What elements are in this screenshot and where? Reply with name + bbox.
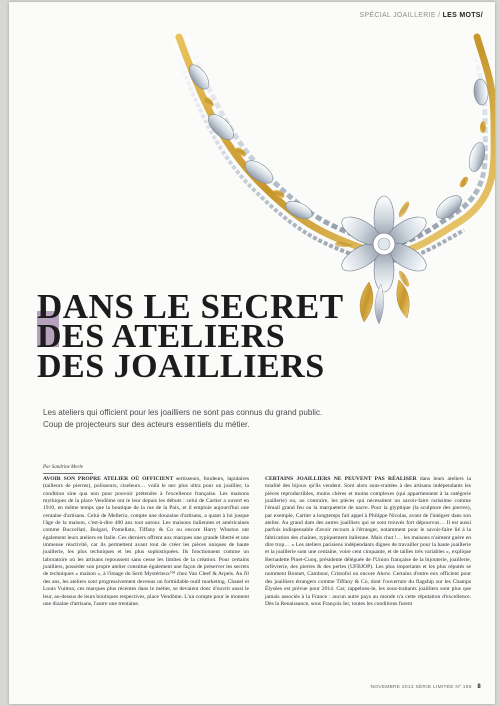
article-lede: Les ateliers qui officient pour les joailliers ne sont pas connus du grand public. Coup de projecteurs sur des acteurs essentiels du métier. [43,408,323,429]
rubric-section: SPÉCIAL JOAILLERIE [359,12,436,19]
byline-rule [43,473,93,474]
text-column-1 [43,476,249,608]
rubric-separator: / [438,12,441,19]
paragraph-body: dans leurs ateliers la totalité des bijoux qu'ils vendent. Sont alors sous-traitées à des artisans indépendants les pièces reproductibles, moins chères et moins complexes (qui appartiennent à la catégorie joaillerie) ou, au contraire, les pièces qui nécessitent un savoir-faire rarissime comme l'émail grand feu ou la marqueterie de nacre. Pour la glyptique (la sculpture des pierres), par exemple, Cartier a longtemps fait appel à Philippe Nicolas, avant de l'intégrer dans son atelier. Au grand dam des autres joailliers qui se sont trouvés fort dépourvus… Il est aussi parfois indispensable d'avoir recours à l'étranger, notamment pour le savoir-faire lié à la fabrication des chaînes, typiquement italienne. Mais chut !… les maisons n'aiment guère en dire trop… « Les ateliers parisiens indépendants dignes de travailler pour la haute joaillerie et la joaillerie sont une centaine, voire cent cinquante, et de tailles très variables », explique Bernadette Pinet-Cuoq, présidente déléguée de l'Union française de la bijouterie, joaillerie, orfèvrerie, des pierres & des perles (UFBJOP). Les plus importants et les plus réputés se nomment Bonnet, Cambour, Cristofol ou encore Ahow. Certains d'entre eux officient pour des joailliers étrangers comme Tiffany & Co, dont l'ouverture du flagship sur les Champs Élysées est prévue pour 2014. Car, rappelons-le, les sous-traitants joailliers sont plus que jamais associés à la France : aucun autre pays au monde n'a cette réputation d'excellence. Dès la Renaissance, sous François Ier, toutes les conditions furent [265,476,471,607]
page-number: 8 [477,684,481,690]
title-line-1: DANS LE SECRET [37,287,344,326]
footer-issue: NOVEMBRE 2013 [370,685,414,690]
article-title [37,287,344,385]
title-line-2: DES ATELIERS [37,318,286,355]
footer-magazine: SÉRIE LIMITÉE Nº 156 [415,685,472,690]
paragraph-lead: AVOIR SON PROPRE ATELIER OÙ OFFICIENT [43,476,174,482]
paragraph-lead: CERTAINS JOAILLIERS NE PEUVENT PAS RÉALISER [265,476,417,482]
byline: Par Sandrine Merle [43,465,83,470]
paragraph [265,476,471,608]
rubric-topic: LES MOTS/ [442,12,483,19]
text-column-2 [265,476,471,608]
magazine-page [9,2,495,704]
page-footer [370,684,481,690]
section-rubric [359,12,483,19]
title-line-3: DES JOAILLIERS [37,348,325,385]
paragraph-body: sertisseurs, fondeurs, lapidaires (tailleurs de pierres), polisseurs, ciseleurs… voilà le nec plus ultra pour un joaillier, la condition sine qua non pour pouvoir prétendre à l'excellence française. Les maisons mythiques de la place Vendôme ont le leur depuis les débuts : celui de Cartier a ouvert en 1910, en même temps que la boutique de la rue de la Paix, et il emploie aujourd'hui une centaine d'artisans. Celui de Mellerio, compte une douzaine d'artisans, a quant à lui jusque l'âge de la maison, c'est-à-dire 400 ans tout autour. Les maisons italiennes et américaines comme Buccellati, Bulgari, Pomellato, Tiffany & Co ou encore Harry Winston ont également leurs ateliers en Italie. Ces derniers offrent aux marques une grande liberté et une immense réactivité, car ils permettent avant tout de créer les pièces uniques de haute joaillerie, les plus techniques et les plus sophistiquées. Ils fonctionnent comme un laboratoire où les artisans repoussent sans cesse les limites de la création. Pour certains joailliers, posséder son propre atelier constitue également une façon de préserver les secrets de techniques « maison », à l'image du Serti Mystérieux™ chez Van Cleef & Arpels. Au fil des ans, les ateliers sont progressivement devenus un formidable outil marketing. Chanel et Louis Vuitton, ces marques plus récentes dans le métier, se devaient donc d'ouvrir aussi le leur, au-dessus de leurs boutiques respectives, place Vendôme. L'un compte pour le moment une dizaine d'artisans, l'autre une trentaine. [43,476,250,607]
paragraph [43,476,249,608]
